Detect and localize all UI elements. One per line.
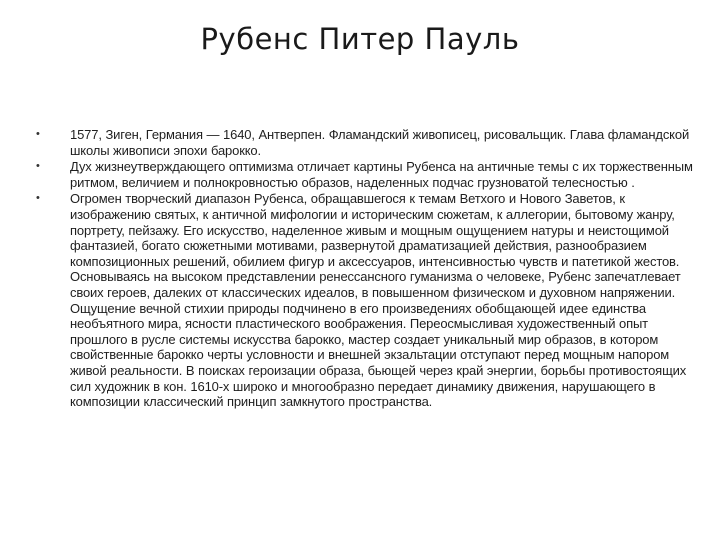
bullet-dot-icon: • — [36, 160, 40, 173]
slide-title: Рубенс Питер Пауль — [200, 22, 520, 56]
bullet-text: Дух жизнеутверждающего оптимизма отличает картины Рубенса на античные темы с их торжественным ритмом, величием и полнокровностью образов, наделенных подчас грузноватой телесностью . — [70, 159, 693, 190]
bullet-item — [36, 191, 708, 409]
bullet-text: Огромен творческий диапазон Рубенса, обращавшегося к темам Ветхого и Нового Заветов, к изображению святых, к античной мифологии и историческим сюжетам, к аллегории, бытовому жанру, портрету, пейзажу. Его искусство, наделенное живым и мощным ощущением натуры и неистощимой фантазией, богато сюжетными мотивами, развернутой драматизацией действия, разнообразием композиционных решений, обилием фигур и аксессуаров, интенсивностью чувств и патетикой жестов. Основываясь на высоком представлении ренессансного гуманизма о человеке, Рубенс запечатлевает своих героев, далеких от классических идеалов, в повышенном физическом и духовном напряжении. Ощущение вечной стихии природы подчинено в его произведениях обобщающей идее единства необъятного мира, ясности пластического воображения. Переосмысливая художественный опыт прошлого в русле системы искусства барокко, мастер создает уникальный мир образов, в котором свойственные барокко черты условности и внешней экзальтации отступают перед мощным напором живой реальности. В поисках героизации образа, бьющей через край энергии, борьбы противостоящих сил художник в кон. 1610-х широко и многообразно передает динамику движения, нарушающего в композиции классический принцип замкнутого пространства. — [70, 191, 687, 410]
bullet-list — [36, 127, 708, 411]
bullet-dot-icon: • — [36, 128, 40, 140]
bullet-item — [36, 159, 708, 190]
bullet-dot-icon: • — [36, 192, 40, 205]
bullet-item — [36, 127, 708, 158]
bullet-text: 1577, Зиген, Германия — 1640, Антверпен. Фламандский живописец, рисовальщик. Глава фламандской школы живописи эпохи барокко. — [70, 127, 690, 158]
